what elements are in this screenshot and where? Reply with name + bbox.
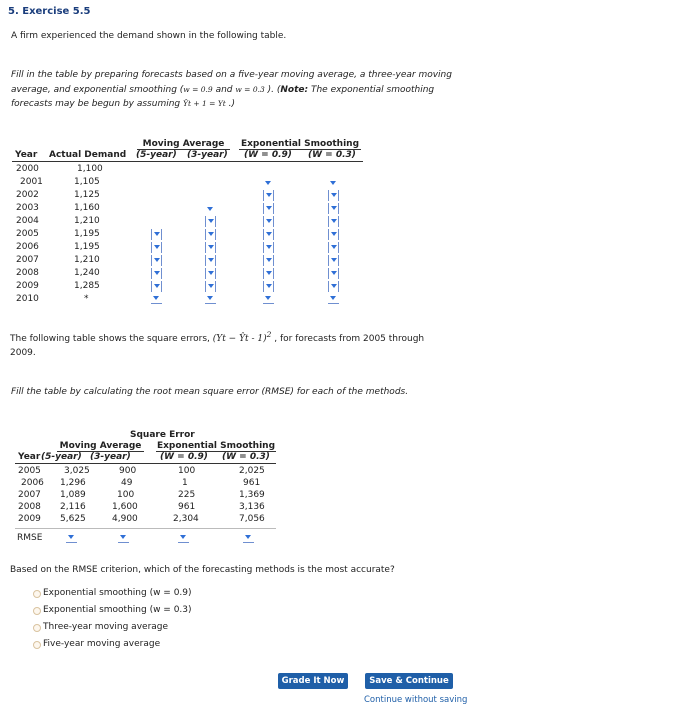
dropdown-es03-2009[interactable] [328,281,339,292]
dropdown-es03-2001[interactable] [328,178,339,189]
rmse-label: RMSE [17,533,43,543]
dropdown-es03-2006[interactable] [328,242,339,253]
t2-col-year: Year [18,452,41,462]
dropdown-ma3-2004[interactable] [205,216,216,227]
dropdown-es09-2002[interactable] [263,190,274,201]
radio-button[interactable] [33,607,41,615]
dropdown-rmse-es03[interactable] [243,532,254,543]
dropdown-rmse-ma5[interactable] [66,532,77,543]
dropdown-ma3-2007[interactable] [205,255,216,266]
instructions: Fill in the table by preparing forecasts based on a five-year moving average, a three-year moving average, and exponential smoothing (w = 0.9 and w = 0.3 ). (Note: The exponential smoothing forecasts may be begun by assuming Ŷt + 1 = Yt .) [11,70,452,109]
radio-button[interactable] [33,624,41,632]
exercise-title: 5. Exercise 5.5 [8,6,91,17]
dropdown-rmse-ma3[interactable] [118,532,129,543]
intro-text: A firm experienced the demand shown in the following table. [11,31,287,41]
radio-button[interactable] [33,590,41,598]
dropdown-ma3-2009[interactable] [205,281,216,292]
save-continue-button[interactable]: Save & Continue [365,673,453,689]
radio-button[interactable] [33,641,41,649]
t2-col-5yr: (5-year) [41,452,82,462]
dropdown-ma3-2010[interactable] [205,293,216,304]
dropdown-ma5-2009[interactable] [151,281,162,292]
dropdown-es03-2002[interactable] [328,190,339,201]
t1-col-3yr: (3-year) [187,150,228,160]
dropdown-rmse-es09[interactable] [178,532,189,543]
table-row: 2009 5,625 4,900 2,304 7,056 [18,514,265,524]
rmse-row [15,528,276,546]
table-row: 2005 3,025 900 100 2,025 [18,466,265,476]
square-error-text-line2: 2009. [10,348,36,358]
t1-col-year: Year [15,150,38,160]
dropdown-ma3-2005[interactable] [205,229,216,240]
dropdown-ma5-2008[interactable] [151,268,162,279]
square-error-text: The following table shows the square errors, (Yt − Ŷt - 1)$^2$ , for forecasts from 2005 through [10,330,425,344]
dropdown-es09-2009[interactable] [263,281,274,292]
dropdown-es09-2006[interactable] [263,242,274,253]
dropdown-es03-2010[interactable] [328,293,339,304]
dropdown-es09-2004[interactable] [263,216,274,227]
t1-group-moving-average: Moving Average [137,139,230,150]
dropdown-ma3-2008[interactable] [205,268,216,279]
dropdown-es09-2007[interactable] [263,255,274,266]
t2-col-w03: (W = 0.3) [222,452,270,462]
dropdown-ma3-2003[interactable] [205,204,216,215]
dropdown-es03-2007[interactable] [328,255,339,266]
dropdown-es09-2008[interactable] [263,268,274,279]
t1-header-row [12,150,363,162]
table-row: 2008 2,116 1,600 961 3,136 [18,502,265,512]
t1-col-w03: (W = 0.3) [308,150,356,160]
dropdown-es03-2004[interactable] [328,216,339,227]
dropdown-es09-2001[interactable] [263,178,274,189]
rmse-instructions: Fill the table by calculating the root mean square error (RMSE) for each of the methods. [11,387,409,397]
t1-col-5yr: (5-year) [136,150,177,160]
dropdown-es09-2005[interactable] [263,229,274,240]
t1-group-exp-smoothing: Exponential Smoothing [240,139,360,149]
t2-col-w09: (W = 0.9) [160,452,208,462]
dropdown-es03-2003[interactable] [328,203,339,214]
t2-group-exp-smoothing: Exponential Smoothing [156,441,276,451]
question-text: Based on the RMSE criterion, which of the forecasting methods is the most accurate? [10,565,395,575]
t2-title: Square Error [130,430,195,440]
t2-header-row [15,452,276,464]
dropdown-es03-2008[interactable] [328,268,339,279]
dropdown-ma5-2010[interactable] [151,293,162,304]
dropdown-ma5-2007[interactable] [151,255,162,266]
t2-col-3yr: (3-year) [90,452,131,462]
t2-group-moving-average: Moving Average [57,441,144,452]
table-row: 2006 1,296 49 1 961 [21,478,261,488]
dropdown-es09-2003[interactable] [263,203,274,214]
dropdown-ma5-2005[interactable] [151,229,162,240]
t1-col-demand: Actual Demand [49,150,127,160]
dropdown-es09-2010[interactable] [263,293,274,304]
t1-col-w09: (W = 0.9) [244,150,292,160]
dropdown-ma3-2006[interactable] [205,242,216,253]
dropdown-es03-2005[interactable] [328,229,339,240]
table-row: 2007 1,089 100 225 1,369 [18,490,265,500]
continue-without-saving-link[interactable]: Continue without saving [364,695,468,705]
dropdown-ma5-2006[interactable] [151,242,162,253]
grade-it-now-button[interactable]: Grade It Now [278,673,348,689]
